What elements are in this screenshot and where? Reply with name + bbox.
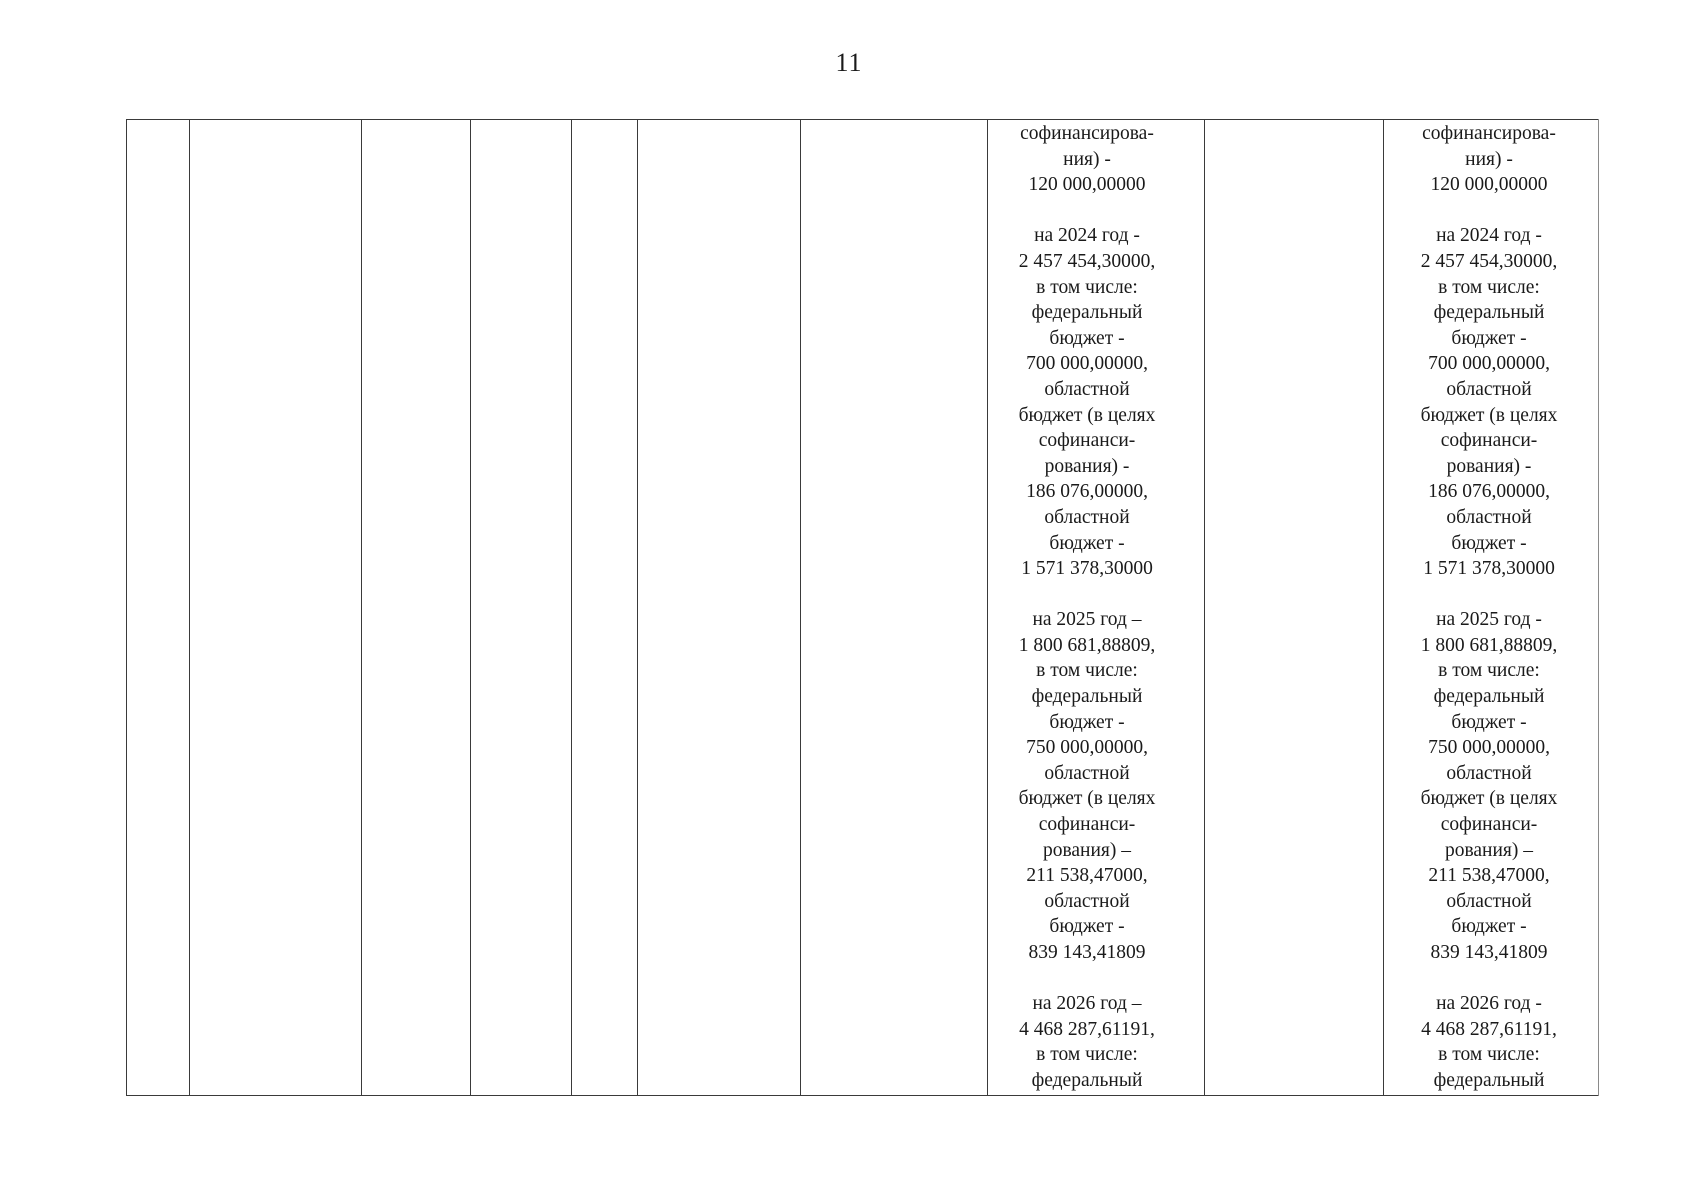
cell-line: 186 076,00000,	[1026, 481, 1148, 503]
cell-line: 186 076,00000,	[1428, 481, 1550, 503]
cell-line: федеральный	[1031, 1069, 1143, 1091]
cell-line: в том числе:	[1036, 1044, 1138, 1066]
cell-line: софинанси-	[1440, 430, 1538, 452]
cell-line: 120 000,00000	[1028, 174, 1146, 196]
budget-table	[126, 119, 1598, 1096]
cell-line: на 2026 год -	[1436, 993, 1542, 1015]
cell-line: ния) -	[1465, 148, 1513, 170]
cell-line: федеральный	[1433, 1069, 1545, 1091]
cell-line: федеральный	[1031, 686, 1143, 708]
cell-line: бюджет -	[1451, 327, 1527, 349]
cell-line: федеральный	[1031, 302, 1143, 324]
cell-line: 4 468 287,61191,	[1019, 1018, 1155, 1040]
cell-line: в том числе:	[1438, 1044, 1540, 1066]
blank-line	[987, 966, 1187, 992]
blank-line	[1383, 966, 1595, 992]
cell-line: в том числе:	[1438, 276, 1540, 298]
cell-line: бюджет (в целях	[1420, 788, 1558, 810]
cell-line: ния) -	[1063, 148, 1111, 170]
cell-line: бюджет -	[1049, 916, 1125, 938]
cell-line: областной	[1446, 506, 1532, 528]
column-divider	[637, 119, 638, 1096]
cell-line: бюджет -	[1049, 711, 1125, 733]
cell-line: на 2024 год -	[1436, 225, 1542, 247]
blank-line	[1383, 198, 1595, 224]
cell-line: софинансирова-	[1422, 123, 1556, 144]
cell-line: федеральный	[1433, 302, 1545, 324]
cell-line: на 2026 год –	[1032, 993, 1142, 1015]
cell-line: софинанси-	[1038, 430, 1136, 452]
cell-line: 211 538,47000,	[1428, 865, 1550, 887]
cell-line: на 2025 год -	[1436, 609, 1542, 631]
blank-line	[987, 198, 1187, 224]
cell-line: бюджет -	[1451, 532, 1527, 554]
table-right-edge	[1598, 119, 1599, 1096]
cell-line: софинансирова-	[1020, 123, 1154, 144]
column-divider	[470, 119, 471, 1096]
cell-line: 1 571 378,30000	[1021, 558, 1153, 580]
cell-line: областной	[1044, 506, 1130, 528]
cell-line: рования) -	[1044, 455, 1130, 477]
cell-line: бюджет (в целях	[1018, 404, 1156, 426]
blank-line	[1383, 582, 1595, 608]
column-divider	[571, 119, 572, 1096]
page-number: 11	[835, 48, 863, 77]
column-divider	[1204, 119, 1205, 1096]
column-divider	[800, 119, 801, 1096]
cell-line: в том числе:	[1036, 276, 1138, 298]
funding-amounts-cell-total	[1383, 121, 1595, 1094]
cell-line: в том числе:	[1036, 660, 1138, 682]
cell-line: областной	[1044, 762, 1130, 784]
cell-line: 1 571 378,30000	[1423, 558, 1555, 580]
cell-line: рования) –	[1042, 839, 1132, 861]
cell-line: 120 000,00000	[1430, 174, 1548, 196]
cell-line: 750 000,00000,	[1026, 737, 1148, 759]
cell-line: на 2025 год –	[1032, 609, 1142, 631]
cell-line: 839 143,41809	[1028, 942, 1146, 963]
cell-line: рования) –	[1444, 839, 1534, 861]
cell-line: областной	[1044, 890, 1130, 912]
cell-line: 750 000,00000,	[1428, 737, 1550, 759]
column-divider	[361, 119, 362, 1096]
cell-line: областной	[1446, 378, 1532, 400]
cell-line: областной	[1446, 762, 1532, 784]
cell-line: 1 800 681,88809,	[1018, 634, 1156, 656]
cell-line: 1 800 681,88809,	[1420, 634, 1558, 656]
funding-amounts-cell-plan	[987, 121, 1187, 1094]
cell-line: 4 468 287,61191,	[1421, 1018, 1557, 1040]
cell-line: бюджет (в целях	[1018, 788, 1156, 810]
column-divider	[189, 119, 190, 1096]
cell-line: 700 000,00000,	[1026, 353, 1148, 375]
cell-line: бюджет -	[1451, 916, 1527, 938]
cell-line: областной	[1446, 890, 1532, 912]
cell-line: в том числе:	[1438, 660, 1540, 682]
cell-line: 2 457 454,30000,	[1420, 250, 1558, 272]
cell-line: на 2024 год -	[1034, 225, 1140, 247]
cell-line: рования) -	[1446, 455, 1532, 477]
blank-line	[987, 582, 1187, 608]
cell-line: 839 143,41809	[1430, 942, 1548, 963]
cell-line: бюджет -	[1049, 532, 1125, 554]
cell-line: областной	[1044, 378, 1130, 400]
cell-line: федеральный	[1433, 686, 1545, 708]
cell-line: софинанси-	[1440, 814, 1538, 836]
cell-line: бюджет -	[1049, 327, 1125, 349]
cell-line: бюджет (в целях	[1420, 404, 1558, 426]
cell-line: бюджет -	[1451, 711, 1527, 733]
cell-line: 2 457 454,30000,	[1018, 250, 1156, 272]
cell-line: софинанси-	[1038, 814, 1136, 836]
cell-line: 700 000,00000,	[1428, 353, 1550, 375]
cell-line: 211 538,47000,	[1026, 865, 1148, 887]
